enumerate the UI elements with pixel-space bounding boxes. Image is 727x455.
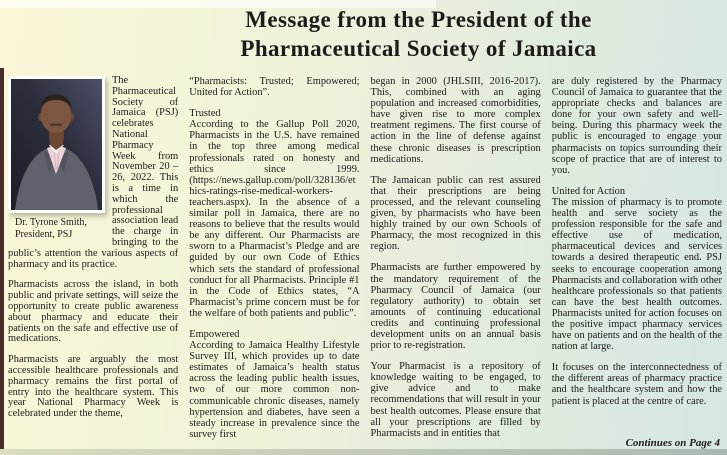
paragraph: The mission of pharmacy is to promote health and serve society as the profession responsible for the safe and effective use of medication, pharmaceutical devices and services towards a desired therapeutic end. PSJ seeks to encourage cooperation among Pharmacists and collaboration with other healthcare professionals so that patients can have the best health outcomes. Pharmacists united for action focuses on the positive impact pharmacy services have on patients and on the health of the nation at large. [551, 196, 722, 353]
paragraph: are duly registered by the Pharmacy Council of Jamaica to guarantee that the appropriate checks and balances are done for your own safety and well-being. During this pharmacy week the public is encouraged to engage your pharmacists on topics surrounding their scope of practice that are of interest to you. [551, 76, 722, 176]
paragraph: According to the Gallup Poll 2020, Pharmacists in the U.S. have remained in the top three among medical professionals rated on honesty and ethics since 1999. (https://news.gallup.com/poll/328136/ethics-ratings-rise-medical-workers-teachers.aspx). In the absence of a similar poll in Jamaica, there are no reasons to believe that the results would be any different. Our Pharmacists are sworn to a Pharmacist’s Pledge and are guided by our own Code of Ethics which sets the standard of professional conduct for all Pharmacists. Principle #1 in the Code of Ethics states, “A Pharmacist’s prime concern must be for the welfare of both patients and public”. [189, 119, 360, 319]
paragraph: began in 2000 (JHLSIII, 2016-2017). This, combined with an aging population and increased comorbidities, have given rise to more complex treatment regimens. The first course of action in the line of defense against these chronic diseases is prescription medications. [370, 76, 541, 165]
paragraph: Pharmacists across the island, in both public and private settings, will seize the opportunity to create public awareness about pharmacy and educate their patients on the safe and effective use of medications. [8, 279, 179, 345]
theme-quote: “Pharmacists: Trusted; Empowered; United for Action”. [189, 76, 360, 99]
left-edge-strip [0, 68, 4, 455]
photo-caption [15, 217, 105, 241]
president-photo [8, 76, 105, 213]
paragraph: Pharmacists are arguably the most accessible healthcare professionals and pharmacy remains the first portal of entry into the healthcare system. This year National Pharmacy Week is celebrated under the theme, [8, 354, 179, 420]
president-photo-block [8, 76, 105, 241]
article-title [112, 5, 725, 63]
president-portrait-image [11, 79, 102, 210]
column-1 [8, 76, 178, 449]
paragraph: Your Pharmacist is a repository of knowledge waiting to be engaged, to give advice and to make recommendations that will result in your best health outcomes. Please ensure that all your prescriptions are filled by Pharmacists and in entities that [370, 361, 541, 439]
article-columns [8, 76, 722, 449]
paragraph: The Jamaican public can rest assured that their prescriptions are being processed, and the relevant counseling given, by pharmacists who have been highly trained by our own Schools of Pharmacy, the most recognized in this region. [370, 174, 541, 253]
column-2 [189, 76, 359, 449]
paragraph: Pharmacists are further empowered by the mandatory requirement of the Pharmacy Council of Jamaica (our regulatory authority) to obtain set amounts of continuing educational credits and continuing professional development units on an annual basis prior to re-registration. [370, 262, 541, 352]
bottom-edge-strip [0, 449, 727, 455]
paragraph: It focuses on the interconnectedness of the different areas of pharmacy practice and the healthcare system and how the patient is placed at the centre of care. [551, 362, 722, 407]
column-4 [552, 76, 722, 449]
paragraph: According to Jamaica Healthy Lifestyle Survey III, which provides up to date estimates of Jamaica’s health status across the leading public health issues, two of our more common non-communicable chronic diseases, namely hypertension and diabetes, have seen a steady increase in prevalence since the survey first [189, 340, 360, 440]
continues-note: Continues on Page 4 [625, 436, 720, 449]
column-3 [371, 76, 541, 449]
paragraph-intro: The Pharmaceutical Society of Jamaica (PSJ) celebrates National Pharmacy Week from November 20 – 26, 2022. This is a time in which the professional association lead the charge in bringing to the public’s attention the various aspects of pharmacy and its practice. [8, 76, 179, 270]
article-title-line2: Pharmaceutical Society of Jamaica [240, 36, 597, 61]
photo-caption-line2: President, PSJ [15, 229, 73, 240]
subheading-united-for-action: United for Action [551, 185, 626, 197]
subheading-trusted: Trusted [189, 108, 221, 120]
article-title-line1: Message from the President of the [245, 7, 592, 32]
photo-caption-line1: Dr. Tyrone Smith, [15, 217, 87, 228]
subheading-empowered: Empowered [189, 328, 240, 340]
